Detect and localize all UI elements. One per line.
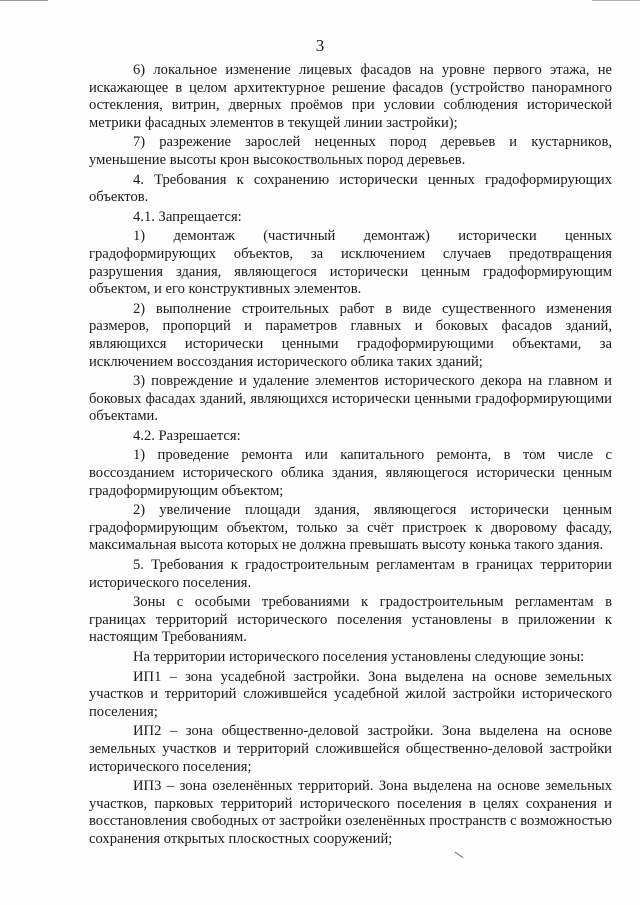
paragraph-prohibited-1: 1) демонтаж (частичный демонтаж) исторически ценных градоформирующих объектов, за исключением случаев предотвращения разрушения здания, являющегося исторически ценным градоформирующим объектом, и его конструктивных элементов. (89, 228, 612, 298)
subsection-heading-4-1: 4.1. Запрещается: (133, 208, 242, 225)
scan-edge-mark (592, 0, 640, 5)
paragraph-allowed-1: 1) проведение ремонта или капитального ремонта, в том числе с воссозданием исторического облика здания, являющегося исторически ценным градоформирующим объектом; (89, 447, 612, 499)
page-number: 3 (315, 36, 325, 55)
paragraph-prohibited-2: 2) выполнение строительных работ в виде существенного изменения размеров, пропорций и параметров главных и боковых фасадов зданий, являющихся исторически ценными градоформирующими объектами, за исключением воссоздания исторического облика таких зданий; (89, 300, 612, 370)
paragraph-zone-ip1: ИП1 – зона усадебной застройки. Зона выделена на основе земельных участков и территорий сложившейся усадебной жилой застройки исторического поселения; (89, 668, 612, 720)
paragraph-zone-ip2: ИП2 – зона общественно-деловой застройки. Зона выделена на основе земельных участков и территорий сложившейся общественно-деловой застройки исторического поселения; (89, 723, 612, 775)
paragraph-zones-intro: Зоны с особыми требованиями к градостроительным регламентам в границах территорий исторического поселения установлены в приложении к настоящим Требованиям. (89, 594, 612, 646)
paragraph-prohibited-3: 3) повреждение и удаление элементов исторического декора на главном и боковых фасадах зданий, являющихся исторически ценными градоформирующими объектами. (89, 373, 612, 425)
paragraph-zones-list-intro: На территории исторического поселения установлены следующие зоны: (133, 649, 585, 665)
paragraph-zone-ip3: ИП3 – зона озеленённых территорий. Зона выделена на основе земельных участков, парковых территорий исторического поселения в целях сохранения и восстановления свободных от застройки озеленённых пространств с возможностью сохранения открытых плоскостных сооружений; (89, 778, 612, 847)
subsection-heading-4-2: 4.2. Разрешается: (133, 427, 241, 444)
paragraph-allowed-2: 2) увеличение площади здания, являющегося исторически ценным градоформирующим объектом, только за счёт пристроек к дворовому фасаду, максимальная высота которых не должна превышать высоту конька такого здания. (89, 502, 612, 554)
paragraph-thinning: 7) разрежение зарослей неценных пород деревьев и кустарников, уменьшение высоты крон высокоствольных пород деревьев. (89, 134, 612, 168)
paragraph-facade-change: 6) локальное изменение лицевых фасадов на уровне первого этажа, не искажающее в целом архитектурное решение фасадов (устройство панорамного остекления, витрин, дверных проёмов при условии соблюдения исторической метрики фасадных элементов в текущей линии застройки); (89, 62, 612, 131)
section-heading-4: 4. Требования к сохранению исторически ценных градоформирующих объектов. (89, 171, 612, 206)
document-body (89, 62, 612, 851)
scan-edge-mark (0, 0, 48, 5)
section-heading-5: 5. Требования к градостроительным регламентам в границах территории исторического поселения. (89, 557, 612, 591)
